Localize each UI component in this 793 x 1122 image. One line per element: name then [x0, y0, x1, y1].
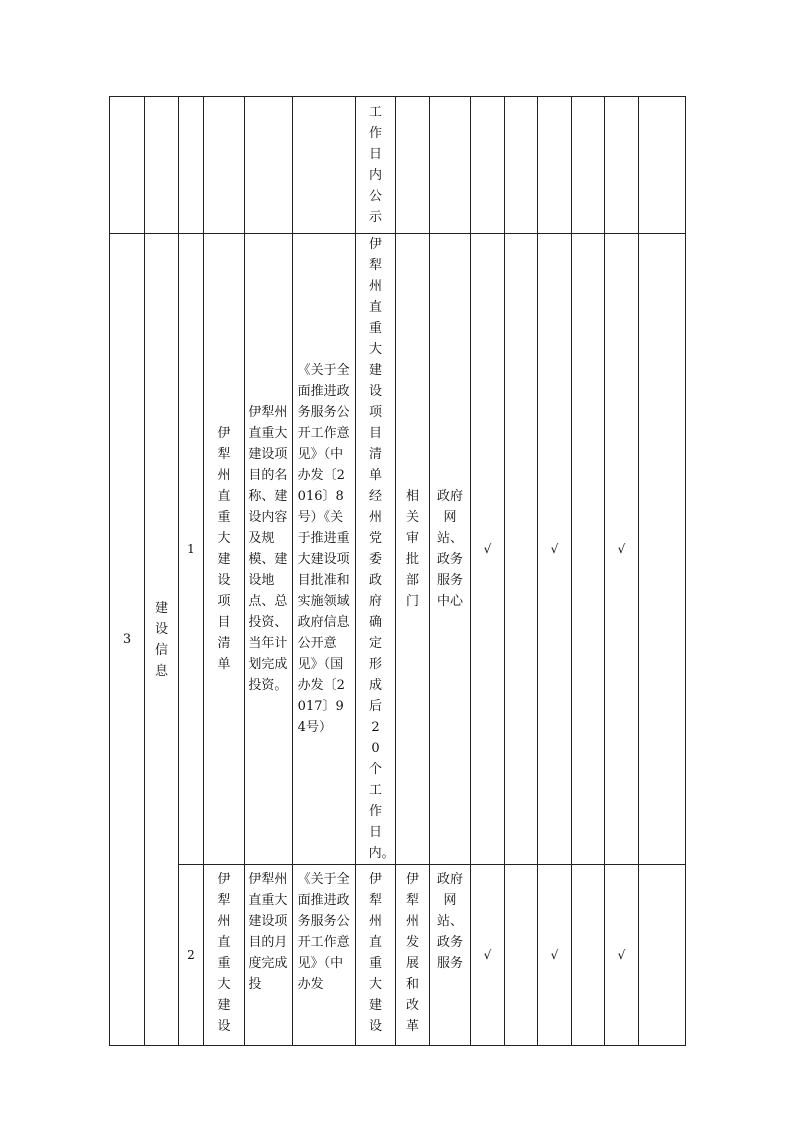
- publish-time-text: 伊犁州直重大建设项目清单经州党委政府确定形成后20个工作日内。: [368, 237, 395, 861]
- cell-empty: [293, 97, 356, 234]
- table-row: [110, 865, 686, 1046]
- category-index: 3: [122, 632, 132, 647]
- basis-text: 《关于全面推进政务服务公开工作意见》（中办发: [297, 872, 350, 992]
- row-index-cell: [179, 865, 204, 1046]
- row-index-cell: [179, 234, 204, 865]
- category-index-cell: [110, 234, 145, 1046]
- check-mark: √: [483, 947, 492, 962]
- cell-empty: [204, 97, 245, 234]
- content-text: 伊犁州直重大建设项目的月度完成投: [248, 872, 288, 992]
- basis-text: 《关于全面推进政务服务公开工作意见》（中办发〔2016〕8号）《关于推进重大建设项目批准和实施领域政府信息公开意见》（国办发〔2017〕94号）: [297, 363, 350, 735]
- publish-time-cell: [356, 234, 396, 865]
- check-mark: √: [483, 541, 492, 556]
- subject-cell: [396, 865, 430, 1046]
- publish-time-text: 伊犁州直重大建设: [368, 872, 382, 1034]
- basis-cell: [293, 865, 356, 1046]
- publish-time-cell: [356, 97, 396, 234]
- check-cell: [471, 865, 505, 1046]
- cell-empty: [505, 97, 538, 234]
- item-text: 伊犁州直重大建设: [217, 872, 231, 1034]
- channel-cell: [430, 234, 471, 865]
- cell-empty: [245, 97, 293, 234]
- check-cell: [639, 234, 686, 865]
- check-cell: [538, 234, 572, 865]
- channel-text: 政府网站、政务服务: [436, 872, 463, 971]
- content-text: 伊犁州直重大建设项目的名称、建设内容及规模、建设地点、总投资、当年计划完成投资。: [248, 405, 288, 693]
- publish-time-cell: [356, 865, 396, 1046]
- cell-empty: [605, 97, 639, 234]
- check-cell: [471, 234, 505, 865]
- subject-cell: [396, 234, 430, 865]
- row-index: 2: [187, 947, 195, 962]
- row-index: 1: [187, 541, 195, 556]
- check-cell: [639, 865, 686, 1046]
- content-cell: [245, 234, 293, 865]
- check-cell: [605, 865, 639, 1046]
- check-cell: [572, 865, 605, 1046]
- cell-empty: [471, 97, 505, 234]
- category-name-cell: [145, 234, 179, 1046]
- cell-empty: [145, 97, 179, 234]
- subject-text: 相关审批部门: [405, 489, 419, 609]
- check-mark: √: [617, 541, 626, 556]
- disclosure-table: [109, 96, 686, 1046]
- channel-text: 政府网站、政务服务中心: [436, 489, 463, 609]
- cell-empty: [396, 97, 430, 234]
- item-cell: [204, 234, 245, 865]
- cell-empty: [179, 97, 204, 234]
- cell-empty: [430, 97, 471, 234]
- check-cell: [572, 234, 605, 865]
- category-name: 建设信息: [154, 600, 168, 679]
- subject-text: 伊犁州发展和改革: [405, 872, 419, 1034]
- item-text: 伊犁州直重大建设项目清单: [217, 426, 231, 672]
- basis-cell: [293, 234, 356, 865]
- cell-empty: [639, 97, 686, 234]
- cell-empty: [538, 97, 572, 234]
- check-cell: [538, 865, 572, 1046]
- check-cell: [605, 234, 639, 865]
- continuation-row: [110, 97, 686, 234]
- check-cell: [505, 234, 538, 865]
- check-cell: [505, 865, 538, 1046]
- table-row: [110, 234, 686, 865]
- channel-cell: [430, 865, 471, 1046]
- check-mark: √: [550, 541, 559, 556]
- check-mark: √: [550, 947, 559, 962]
- content-cell: [245, 865, 293, 1046]
- cell-empty: [572, 97, 605, 234]
- check-mark: √: [617, 947, 626, 962]
- publish-time-text: 工作日内公示: [368, 105, 382, 225]
- cell-empty: [110, 97, 145, 234]
- item-cell: [204, 865, 245, 1046]
